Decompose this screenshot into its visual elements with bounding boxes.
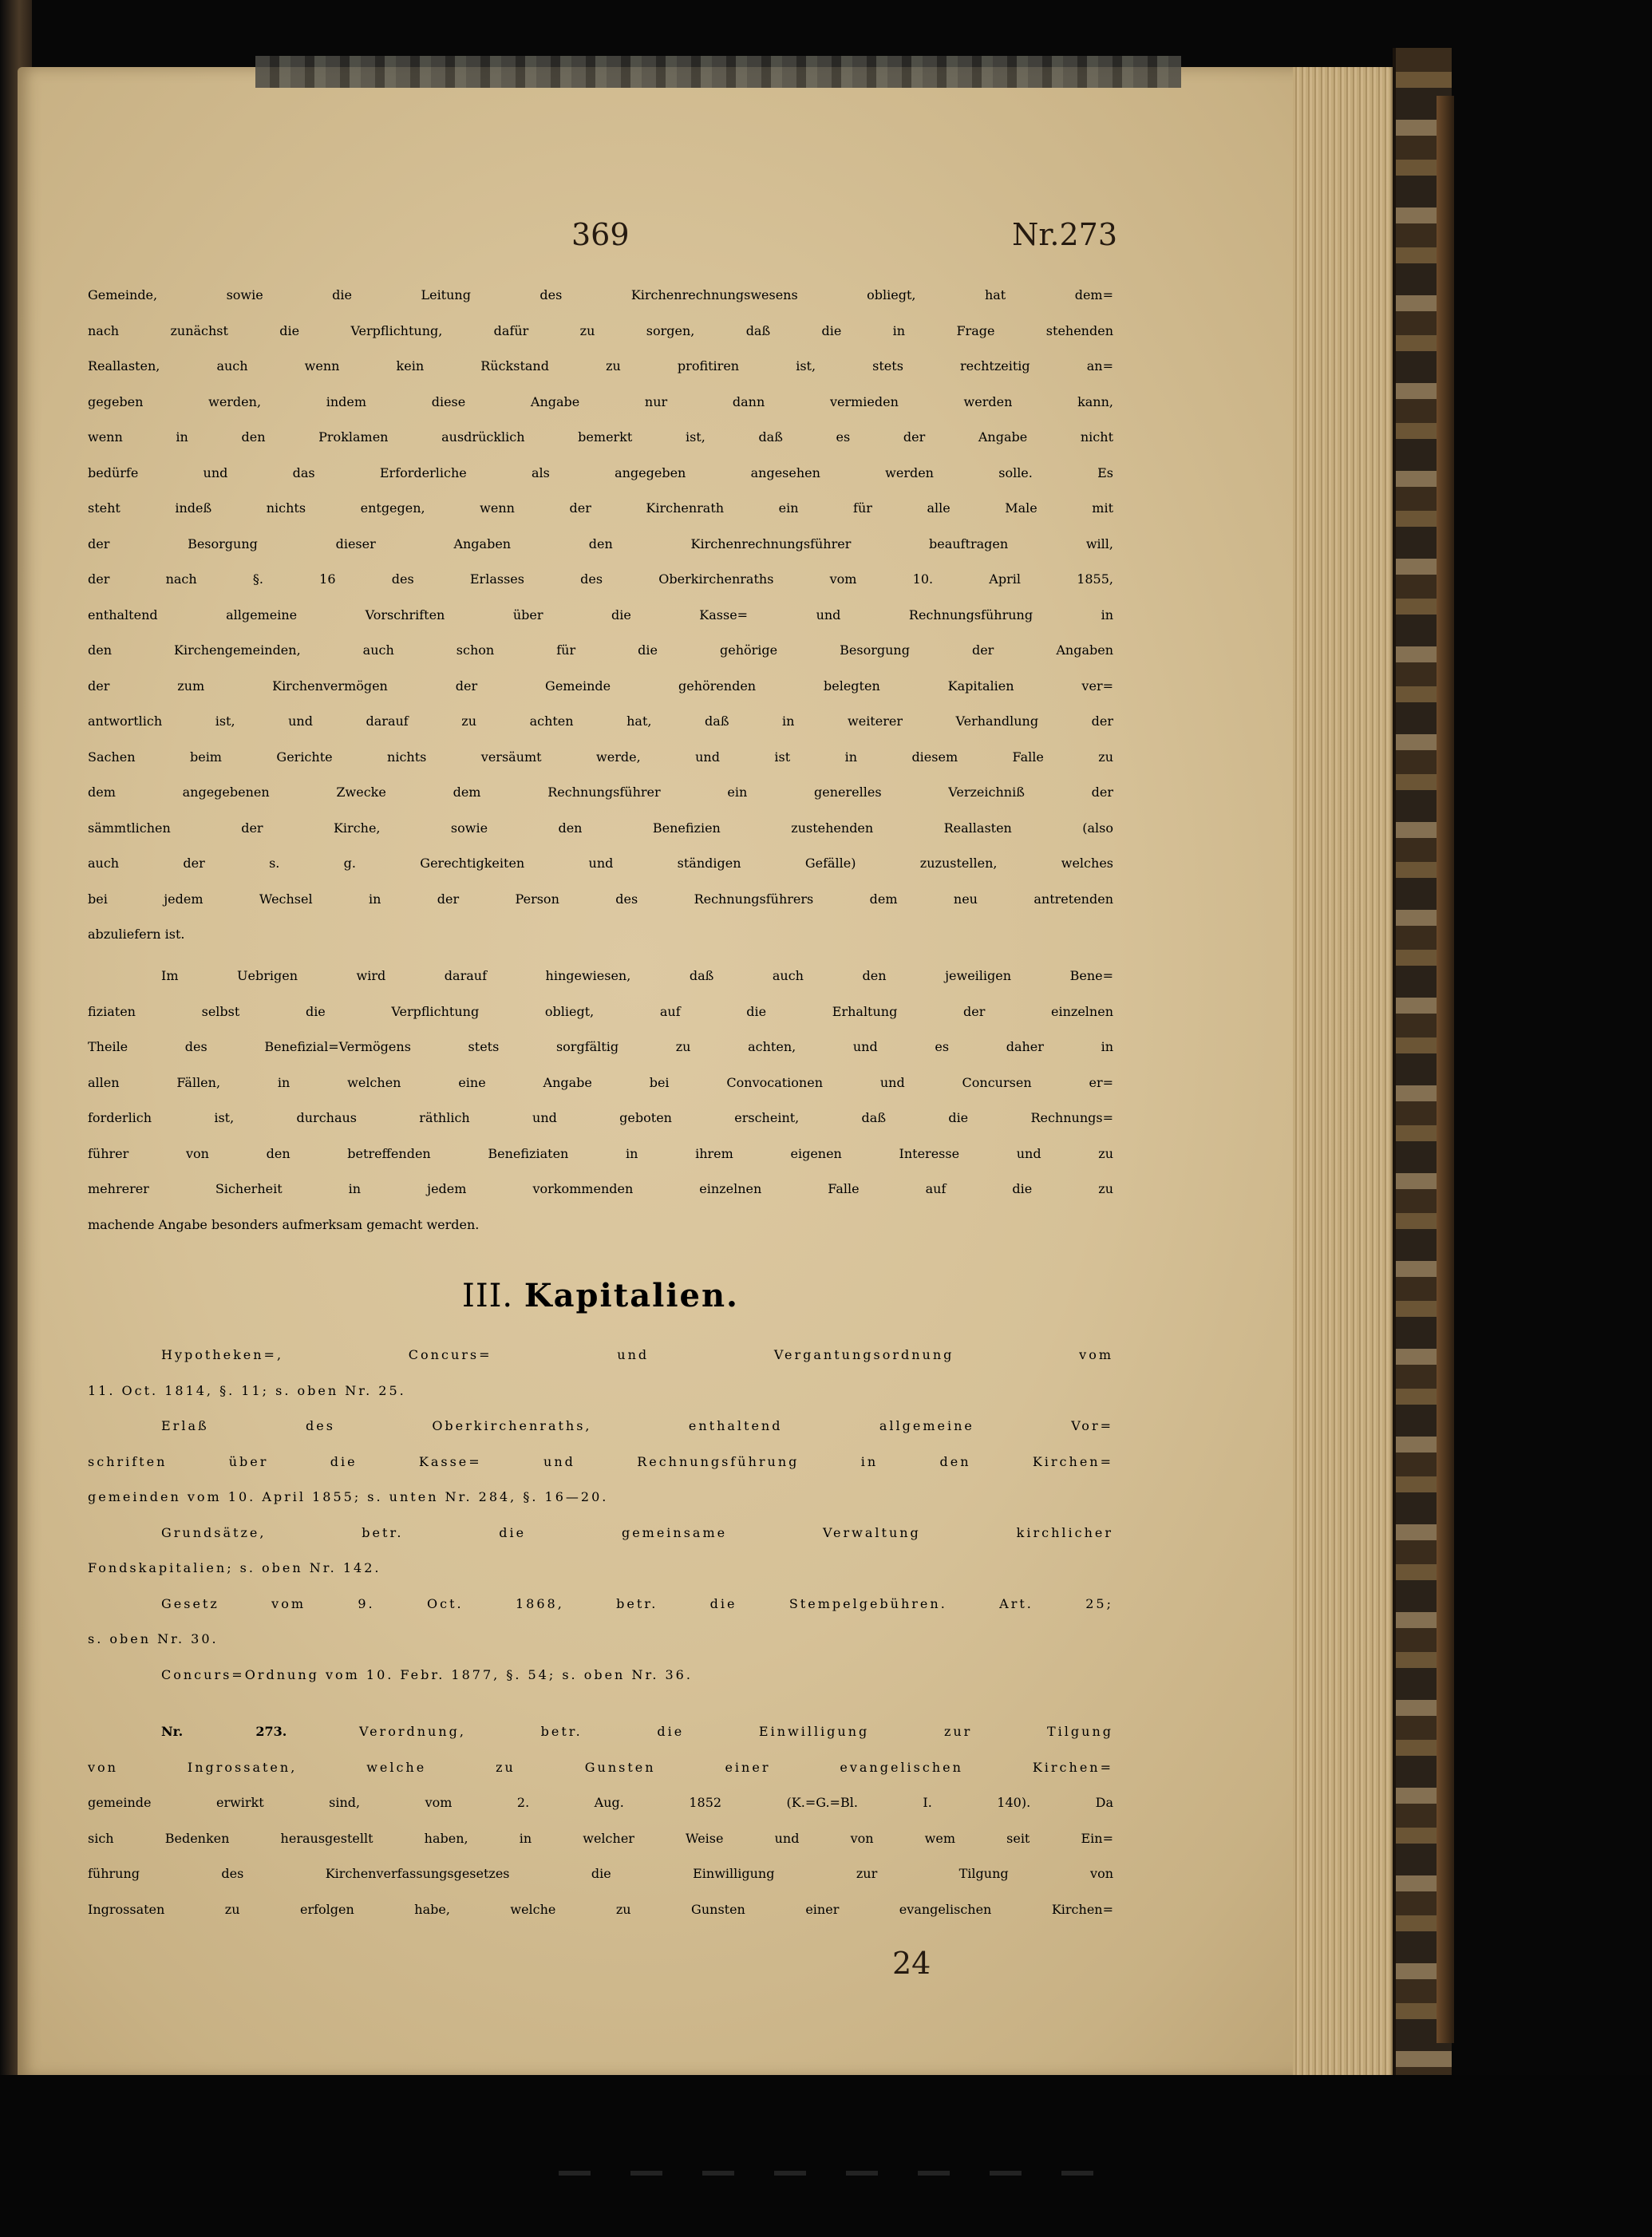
page-number: 369 xyxy=(571,217,630,252)
paragraph-1 xyxy=(88,278,1113,953)
paragraph-2 xyxy=(88,958,1113,1243)
text-line: allen Fällen, in welchen eine Angabe bei Convocationen und Concursen er= xyxy=(88,1074,1113,1090)
text-line: steht indeß nichts entgegen, wenn der Kirchenrath ein für alle Male mit xyxy=(88,500,1113,516)
references-list xyxy=(88,1338,1113,1693)
reference-line: 11. Oct. 1814, §. 11; s. oben Nr. 25. xyxy=(88,1382,406,1398)
reference-line: Erlaß des Oberkirchenraths, enthaltend allgemeine Vor= xyxy=(161,1418,1113,1433)
text-line: forderlich ist, durchaus räthlich und geboten erscheint, daß die Rechnungs= xyxy=(88,1110,1113,1125)
reference-line: gemeinden vom 10. April 1855; s. unten Nr. 284, §. 16—20. xyxy=(88,1489,609,1504)
text-line: dem angegebenen Zwecke dem Rechnungsführer ein generelles Verzeichniß der xyxy=(88,785,1113,800)
text-line: Reallasten, auch wenn kein Rückstand zu profitiren ist, stets rechtzeitig an= xyxy=(88,358,1113,373)
text-line: der nach §. 16 des Erlasses des Oberkirchenraths vom 10. April 1855, xyxy=(88,571,1113,587)
text-line: bedürfe und das Erforderliche als angegeben angesehen werden solle. Es xyxy=(88,464,1113,480)
running-header xyxy=(88,217,1117,257)
entry-line: Ingrossaten zu erfolgen habe, welche zu Gunsten einer evangelischen Kirchen= xyxy=(88,1901,1113,1917)
reference-line: Grundsätze, betr. die gemeinsame Verwaltung kirchlicher xyxy=(161,1524,1113,1540)
section-numeral: III. xyxy=(462,1278,514,1314)
section-heading xyxy=(88,1272,1113,1320)
reference-line: Concurs=Ordnung vom 10. Febr. 1877, §. 54; s. oben Nr. 36. xyxy=(161,1666,693,1682)
header-doc-number: Nr.273 xyxy=(1012,217,1117,252)
entry-line: führung des Kirchenverfassungsgesetzes die Einwilligung zur Tilgung von xyxy=(88,1866,1113,1881)
text-line: enthaltend allgemeine Vorschriften über die Kasse= und Rechnungsführung in xyxy=(88,607,1113,622)
text-line: der Besorgung dieser Angaben den Kirchenrechnungsführer beauftragen will, xyxy=(88,536,1113,551)
text-line: Theile des Benefizial=Vermögens stets sorgfältig zu achten, und es daher in xyxy=(88,1039,1113,1054)
signature-mark: 24 xyxy=(892,1946,931,1981)
text-line: wenn in den Proklamen ausdrücklich bemerkt ist, daß es der Angabe nicht xyxy=(88,429,1113,445)
entry-label: Nr. 273. xyxy=(161,1724,287,1739)
text-line: gegeben werden, indem diese Angabe nur dann vermieden werden kann, xyxy=(88,393,1113,409)
text-line: sämmtlichen der Kirche, sowie den Benefizien zustehenden Reallasten (also xyxy=(88,820,1113,836)
text-line: nach zunächst die Verpflichtung, dafür zu sorgen, daß die in Frage stehenden xyxy=(88,322,1113,338)
reference-line: Hypotheken=, Concurs= und Vergantungsordnung vom xyxy=(161,1347,1113,1362)
reference-line: Fondskapitalien; s. oben Nr. 142. xyxy=(88,1560,381,1575)
top-spine-binding xyxy=(255,56,1181,88)
entry-title-line: Verordnung, betr. die Einwilligung zur Tilgung xyxy=(358,1724,1113,1739)
text-line: antwortlich ist, und darauf zu achten hat, daß in weiterer Verhandlung der xyxy=(88,713,1113,729)
reference-line: s. oben Nr. 30. xyxy=(88,1631,219,1646)
entry-line: von Ingrossaten, welche zu Gunsten einer evangelischen Kirchen= xyxy=(88,1759,1113,1775)
text-line: Gemeinde, sowie die Leitung des Kirchenrechnungswesens obliegt, hat dem= xyxy=(88,287,1113,302)
text-line: den Kirchengemeinden, auch schon für die gehörige Besorgung der Angaben xyxy=(88,642,1113,658)
reference-line: Gesetz vom 9. Oct. 1868, betr. die Stempelgebühren. Art. 25; xyxy=(161,1595,1113,1611)
reference-line: schriften über die Kasse= und Rechnungsführung in den Kirchen= xyxy=(88,1453,1113,1469)
cover-edge xyxy=(1437,96,1454,2043)
dash-marks xyxy=(559,2171,1117,2176)
background-shadow xyxy=(0,2075,1652,2237)
text-line: abzuliefern ist. xyxy=(88,927,185,942)
text-line: machende Angabe besonders aufmerksam gemacht werden. xyxy=(88,1216,480,1232)
text-line: Im Uebrigen wird darauf hingewiesen, daß auch den jeweiligen Bene= xyxy=(161,968,1113,983)
text-line: auch der s. g. Gerechtigkeiten und ständigen Gefälle) zuzustellen, welches xyxy=(88,856,1113,871)
text-line: Sachen beim Gerichte nichts versäumt werde, und ist in diesem Falle zu xyxy=(88,749,1113,765)
section-title: Kapitalien. xyxy=(524,1277,739,1314)
entry-line: sich Bedenken herausgestellt haben, in welcher Weise und von wem seit Ein= xyxy=(88,1830,1113,1846)
text-line: mehrerer Sicherheit in jedem vorkommenden einzelnen Falle auf die zu xyxy=(88,1181,1113,1196)
text-line: der zum Kirchenvermögen der Gemeinde gehörenden belegten Kapitalien ver= xyxy=(88,678,1113,694)
entry-nr-273 xyxy=(88,1714,1113,1927)
entry-line: gemeinde erwirkt sind, vom 2. Aug. 1852 (K.=G.=Bl. I. 140). Da xyxy=(88,1795,1113,1810)
text-line: führer von den betreffenden Benefiziaten in ihrem eigenen Interesse und zu xyxy=(88,1145,1113,1161)
text-line: bei jedem Wechsel in der Person des Rechnungsführers dem neu antretenden xyxy=(88,891,1113,907)
text-line: fiziaten selbst die Verpflichtung obliegt, auf die Erhaltung der einzelnen xyxy=(88,1003,1113,1019)
